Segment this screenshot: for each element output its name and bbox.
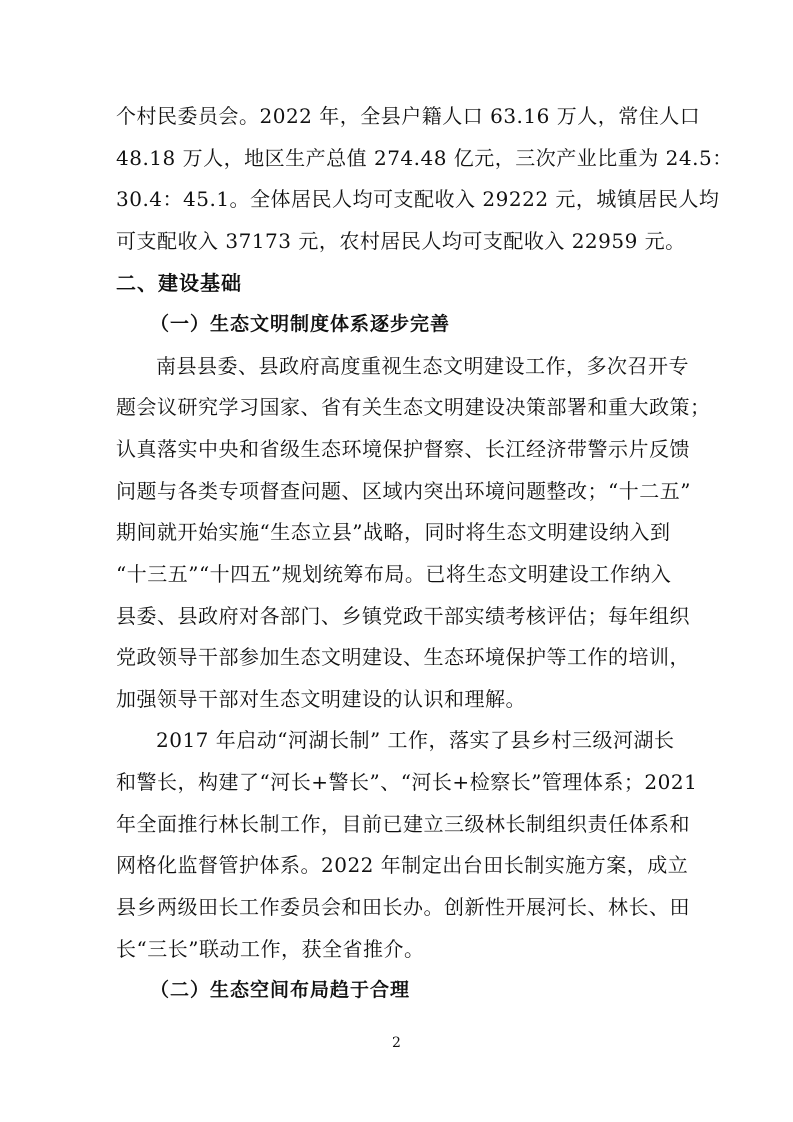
paragraph-line: 可支配收入 37173 元，农村居民人均可支配收入 22959 元。: [116, 229, 686, 253]
paragraph-line: 问题与各类专项督查问题、区域内突出环境问题整改；“十二五”: [116, 479, 691, 503]
paragraph-line: 30.4：45.1。全体居民人均可支配收入 29222 元，城镇居民人均: [116, 187, 720, 211]
paragraph-line: 个村民委员会。2022 年，全县户籍人口 63.16 万人，常住人口: [116, 104, 701, 128]
paragraph-line: 题会议研究学习国家、省有关生态文明建设决策部署和重大政策；: [116, 395, 711, 419]
subsection-heading-1: （一）生态文明制度体系逐步完善: [150, 313, 451, 335]
paragraph-line: 网格化监督管护体系。2022 年制定出台田长制实施方案，成立: [116, 853, 689, 877]
paragraph-line: 48.18 万人，地区生产总值 274.48 亿元，三次产业比重为 24.5：: [116, 146, 733, 170]
paragraph-line: 加强领导干部对生态文明建设的认识和理解。: [116, 687, 526, 711]
paragraph-line: 认真落实中央和省级生态环境保护督察、长江经济带警示片反馈: [116, 437, 690, 461]
paragraph-line: 年全面推行林长制工作，目前已建立三级林长制组织责任体系和: [116, 812, 690, 836]
paragraph-line: 和警长，构建了“河长+警长”、“河长+检察长”管理体系；2021: [116, 770, 698, 794]
page-number: 2: [392, 1035, 401, 1051]
paragraph-line: 南县县委、县政府高度重视生态文明建设工作，多次召开专: [156, 354, 689, 378]
paragraph-line: 县乡两级田长工作委员会和田长办。创新性开展河长、林长、田: [116, 895, 690, 919]
paragraph-line: “十三五”“十四五”规划统筹布局。已将生态文明建设工作纳入: [116, 562, 672, 586]
paragraph-line: 期间就开始实施“生态立县”战略，同时将生态文明建设纳入到: [116, 520, 671, 544]
section-heading: 二、建设基础: [116, 271, 242, 295]
subsection-heading-2: （二）生态空间布局趋于合理: [150, 979, 411, 1001]
paragraph-line: 长“三长”联动工作，获全省推介。: [116, 937, 425, 961]
paragraph-line: 县委、县政府对各部门、乡镇党政干部实绩考核评估；每年组织: [116, 604, 690, 628]
paragraph-line: 党政领导干部参加生态文明建设、生态环境保护等工作的培训，: [116, 645, 690, 669]
paragraph-line: 2017 年启动“河湖长制” 工作，落实了县乡村三级河湖长: [156, 728, 675, 752]
